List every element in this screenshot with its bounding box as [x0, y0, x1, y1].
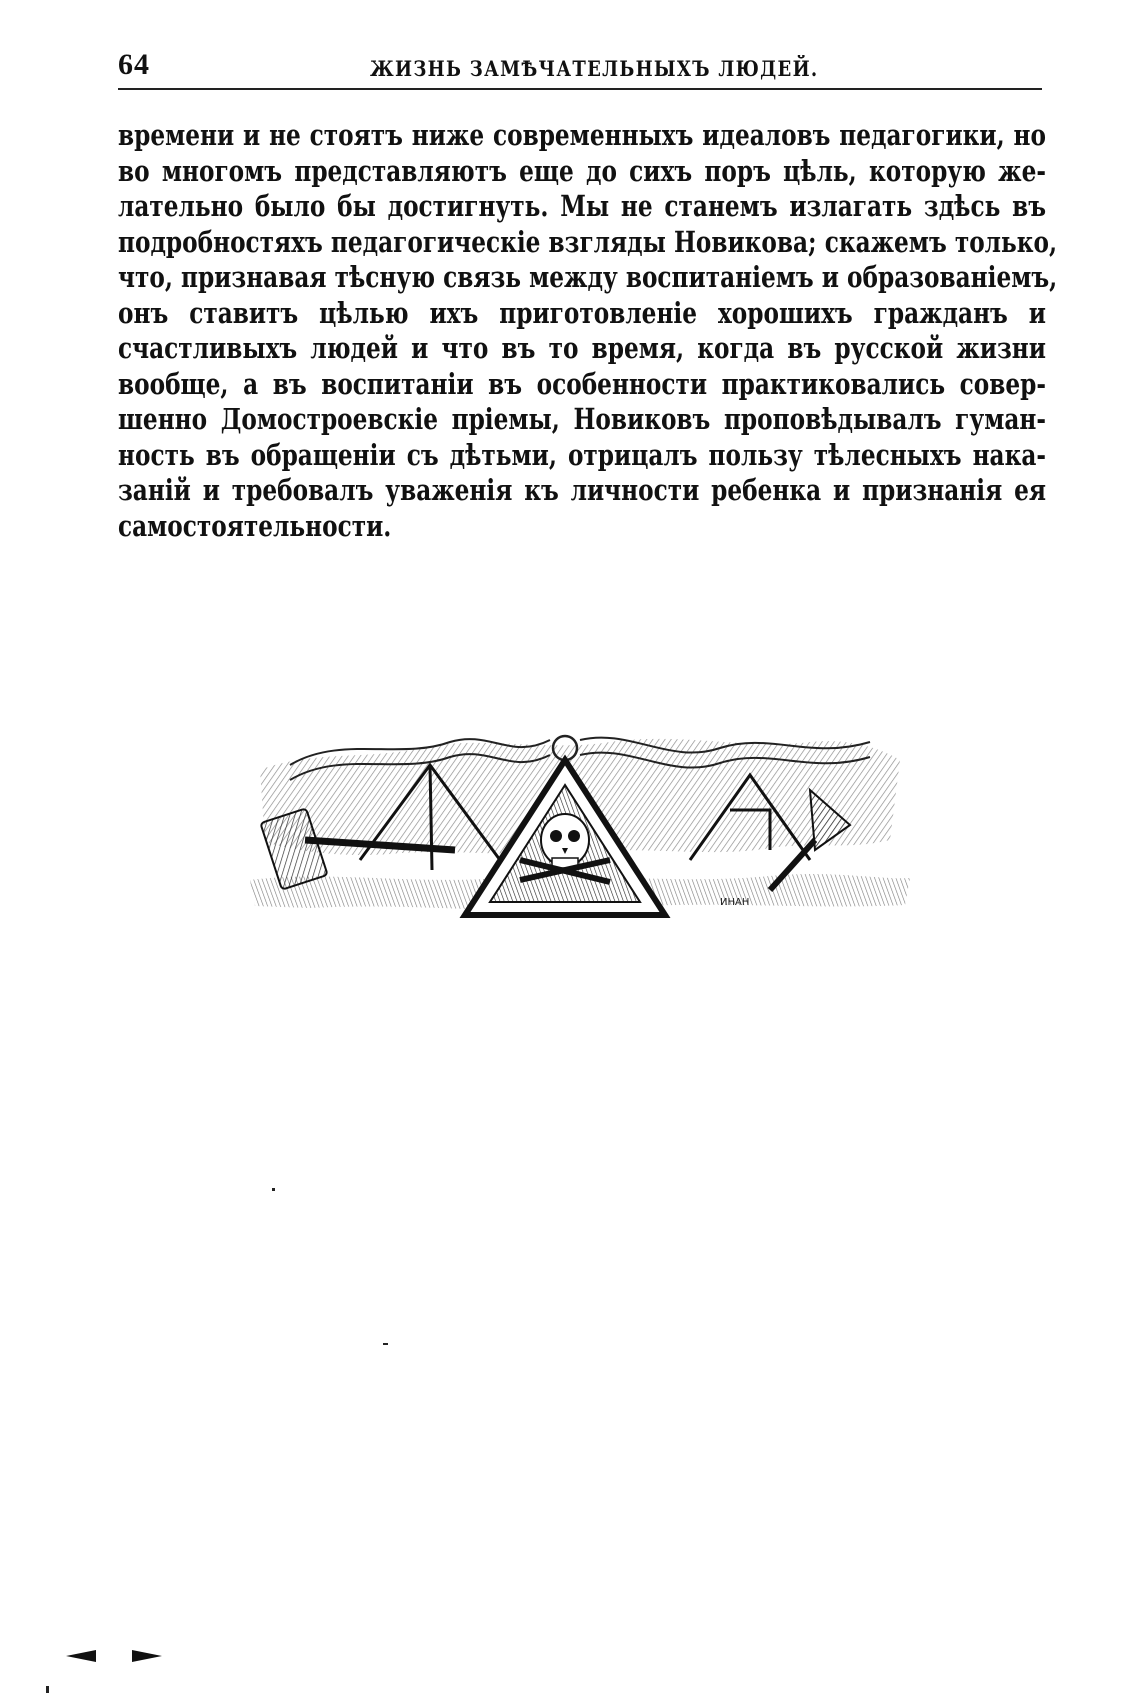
text-line: подробностяхъ педагогическіе взгляды Новикова; скажемъ только, [118, 224, 1058, 259]
text-line: заній и требовалъ уваженія къ личности ребенка и признанія ея [118, 473, 1046, 507]
text-line: счастливыхъ людей и что въ то время, когда въ русской жизни [118, 331, 1046, 365]
header-rule [118, 88, 1042, 90]
masonic-vignette [250, 730, 910, 960]
next-page-arrow [132, 1650, 162, 1662]
text-line: вообще, а въ воспитаніи въ особенности практиковались совер- [118, 366, 1046, 401]
page-number: 64 [118, 48, 150, 81]
running-head: ЖИЗНЬ ЗАМѢЧАТЕЛЬНЫХЪ ЛЮДЕЙ. [370, 56, 819, 81]
text-line: ность въ обращеніи съ дѣтьми, отрицалъ пользу тѣлесныхъ нака- [118, 437, 1046, 472]
text-line: времени и не стоятъ ниже современныхъ идеаловъ педагогики, но [118, 118, 1046, 152]
scan-speck [272, 1188, 275, 1191]
previous-page-arrow [66, 1650, 96, 1662]
text-line: лательно было бы достигнуть. Мы не станемъ излагать здѣсь въ [118, 189, 1046, 223]
scan-speck [46, 1686, 49, 1693]
text-line: шенно Домостроевскіе пріемы, Новиковъ проповѣдывалъ гуман- [118, 402, 1046, 436]
engraver-signature: ИНАН [720, 897, 750, 908]
text-line: что, признавая тѣсную связь между воспитаніемъ и образованіемъ, [118, 260, 1058, 294]
text-line: самостоятельности. [118, 508, 392, 543]
scan-speck [383, 1343, 388, 1345]
text-line: онъ ставитъ цѣлью ихъ приготовленіе хорошихъ гражданъ и [118, 295, 1046, 330]
body-paragraph [118, 118, 1058, 544]
page-header [118, 48, 1038, 92]
text-line: во многомъ представляютъ еще до сихъ поръ цѣль, которую же- [118, 153, 1046, 188]
